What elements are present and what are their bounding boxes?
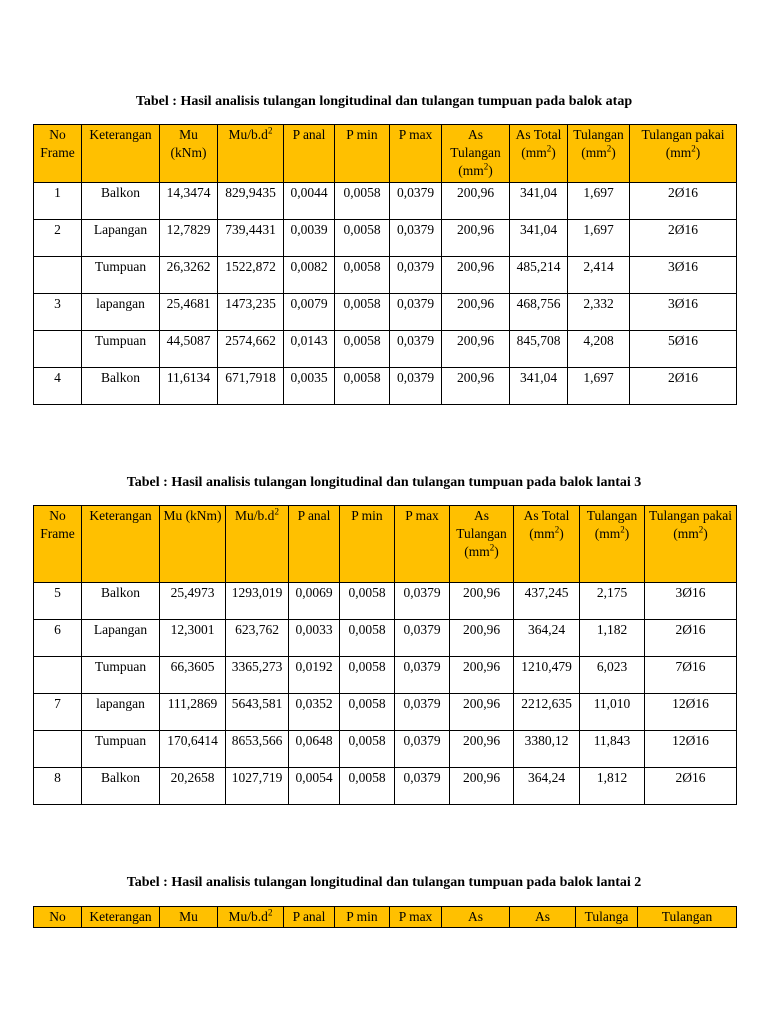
table1-caption: Tabel : Hasil analisis tulangan longitudinal dan tulangan tumpuan pada balok atap <box>135 94 633 109</box>
header-no: No <box>34 907 82 928</box>
cell-keterangan: Tumpuan <box>82 731 160 768</box>
cell-p-max: 0,0379 <box>390 220 442 257</box>
cell-tulangan-pakai: 7Ø16 <box>645 657 737 694</box>
header-p-max: P max <box>390 907 442 928</box>
cell-p-anal: 0,0044 <box>284 183 335 220</box>
cell-p-max: 0,0379 <box>390 183 442 220</box>
cell-mu: 14,3474 <box>160 183 218 220</box>
header-p-min: P min <box>340 506 395 583</box>
cell-as-tulangan: 200,96 <box>442 220 510 257</box>
cell-p-min: 0,0058 <box>340 768 395 805</box>
cell-no <box>34 257 82 294</box>
table3-caption: Tabel : Hasil analisis tulangan longitudinal dan tulangan tumpuan pada balok lantai 2 <box>126 875 642 890</box>
table-row <box>34 294 737 331</box>
header-mu: Mu (kNm) <box>160 506 226 583</box>
cell-p-min: 0,0058 <box>335 368 390 405</box>
cell-mu: 66,3605 <box>160 657 226 694</box>
table-row <box>34 257 737 294</box>
cell-as-total: 341,04 <box>510 368 568 405</box>
cell-p-min: 0,0058 <box>335 257 390 294</box>
cell-p-min: 0,0058 <box>335 220 390 257</box>
cell-as-total: 364,24 <box>514 620 580 657</box>
cell-keterangan: Balkon <box>82 583 160 620</box>
cell-mu-bd: 1522,872 <box>218 257 284 294</box>
cell-mu: 44,5087 <box>160 331 218 368</box>
cell-as-total: 2212,635 <box>514 694 580 731</box>
cell-mu: 25,4973 <box>160 583 226 620</box>
header-as-tulangan: As Tulangan $(mm^2)$ <box>442 125 510 183</box>
cell-as-total: 341,04 <box>510 183 568 220</box>
cell-as-total: 3380,12 <box>514 731 580 768</box>
cell-tulangan: 1,697 <box>568 368 630 405</box>
cell-mu-bd: 1293,019 <box>226 583 289 620</box>
cell-as-tulangan: 200,96 <box>450 731 514 768</box>
cell-as-tulangan: 200,96 <box>442 183 510 220</box>
cell-keterangan: Tumpuan <box>82 657 160 694</box>
cell-mu-bd: 5643,581 <box>226 694 289 731</box>
header-tulangan: Tulangan $(mm^2)$ <box>568 125 630 183</box>
table-row <box>34 368 737 405</box>
cell-no: 4 <box>34 368 82 405</box>
cell-tulangan-pakai: 5Ø16 <box>630 331 737 368</box>
cell-mu-bd: 829,9435 <box>218 183 284 220</box>
cell-tulangan: 1,812 <box>580 768 645 805</box>
header-as-total: As <box>510 907 576 928</box>
table-row <box>34 331 737 368</box>
cell-p-min: 0,0058 <box>340 583 395 620</box>
header-p-anal: P anal <box>289 506 340 583</box>
cell-as-total: 364,24 <box>514 768 580 805</box>
cell-no: 1 <box>34 183 82 220</box>
cell-tulangan: 6,023 <box>580 657 645 694</box>
cell-mu: 12,7829 <box>160 220 218 257</box>
cell-mu-bd: 8653,566 <box>226 731 289 768</box>
cell-as-total: 468,756 <box>510 294 568 331</box>
header-keterangan: Keterangan <box>82 506 160 583</box>
cell-p-anal: 0,0143 <box>284 331 335 368</box>
header-as-total: As Total $(mm^2)$ <box>514 506 580 583</box>
cell-p-min: 0,0058 <box>340 620 395 657</box>
cell-mu-bd: 623,762 <box>226 620 289 657</box>
cell-p-max: 0,0379 <box>390 294 442 331</box>
cell-mu: 12,3001 <box>160 620 226 657</box>
cell-tulangan-pakai: 12Ø16 <box>645 694 737 731</box>
header-tulangan: Tulanga <box>576 907 638 928</box>
cell-p-max: 0,0379 <box>390 257 442 294</box>
cell-as-tulangan: 200,96 <box>442 257 510 294</box>
header-no-frame: No Frame <box>34 506 82 583</box>
header-mu-bd: $Mu/b.d^2$ <box>226 506 289 583</box>
cell-as-tulangan: 200,96 <box>450 768 514 805</box>
cell-keterangan: Lapangan <box>82 620 160 657</box>
cell-tulangan: 1,697 <box>568 183 630 220</box>
cell-no: 7 <box>34 694 82 731</box>
header-p-min: P min <box>335 125 390 183</box>
cell-tulangan: 2,175 <box>580 583 645 620</box>
cell-p-anal: 0,0082 <box>284 257 335 294</box>
cell-p-anal: 0,0648 <box>289 731 340 768</box>
cell-as-total: 485,214 <box>510 257 568 294</box>
header-mu: Mu <box>160 907 218 928</box>
cell-mu: 11,6134 <box>160 368 218 405</box>
table-row <box>34 657 737 694</box>
cell-p-anal: 0,0069 <box>289 583 340 620</box>
cell-no <box>34 657 82 694</box>
table3 <box>33 906 737 928</box>
cell-tulangan: 1,697 <box>568 220 630 257</box>
cell-no: 3 <box>34 294 82 331</box>
cell-p-min: 0,0058 <box>340 694 395 731</box>
cell-p-max: 0,0379 <box>390 331 442 368</box>
cell-as-total: 341,04 <box>510 220 568 257</box>
cell-as-tulangan: 200,96 <box>450 694 514 731</box>
cell-p-min: 0,0058 <box>335 183 390 220</box>
cell-tulangan-pakai: 12Ø16 <box>645 731 737 768</box>
cell-p-max: 0,0379 <box>395 620 450 657</box>
header-p-anal: P anal <box>284 125 335 183</box>
cell-tulangan: 2,414 <box>568 257 630 294</box>
cell-keterangan: Balkon <box>82 368 160 405</box>
header-mu-bd: $Mu/b.d^2$ <box>218 907 284 928</box>
cell-p-max: 0,0379 <box>395 694 450 731</box>
table2-caption: Tabel : Hasil analisis tulangan longitudinal dan tulangan tumpuan pada balok lantai 3 <box>126 475 642 490</box>
header-tulangan: Tulangan $(mm^2)$ <box>580 506 645 583</box>
header-tulangan-pakai: Tulangan pakai $(mm^2)$ <box>630 125 737 183</box>
cell-no <box>34 331 82 368</box>
cell-mu-bd: 1473,235 <box>218 294 284 331</box>
cell-no: 2 <box>34 220 82 257</box>
cell-mu-bd: 3365,273 <box>226 657 289 694</box>
table-row <box>34 694 737 731</box>
cell-p-min: 0,0058 <box>335 294 390 331</box>
cell-p-min: 0,0058 <box>340 731 395 768</box>
cell-as-tulangan: 200,96 <box>442 331 510 368</box>
cell-no <box>34 731 82 768</box>
cell-p-max: 0,0379 <box>395 731 450 768</box>
header-mu: Mu (kNm) <box>160 125 218 183</box>
cell-keterangan: Tumpuan <box>82 331 160 368</box>
cell-mu: 20,2658 <box>160 768 226 805</box>
table-row <box>34 731 737 768</box>
cell-p-anal: 0,0039 <box>284 220 335 257</box>
table1 <box>33 124 737 405</box>
table-row <box>34 183 737 220</box>
cell-keterangan: Tumpuan <box>82 257 160 294</box>
cell-p-anal: 0,0054 <box>289 768 340 805</box>
cell-as-tulangan: 200,96 <box>442 294 510 331</box>
header-p-max: P max <box>395 506 450 583</box>
cell-p-min: 0,0058 <box>340 657 395 694</box>
cell-p-max: 0,0379 <box>390 368 442 405</box>
header-p-anal: P anal <box>284 907 335 928</box>
cell-tulangan-pakai: 2Ø16 <box>630 220 737 257</box>
cell-p-anal: 0,0192 <box>289 657 340 694</box>
header-keterangan: Keterangan <box>82 125 160 183</box>
cell-as-total: 437,245 <box>514 583 580 620</box>
cell-p-anal: 0,0035 <box>284 368 335 405</box>
cell-no: 5 <box>34 583 82 620</box>
cell-p-max: 0,0379 <box>395 583 450 620</box>
header-keterangan: Keterangan <box>82 907 160 928</box>
cell-tulangan: 4,208 <box>568 331 630 368</box>
table3-header-row <box>34 907 737 928</box>
cell-tulangan-pakai: 3Ø16 <box>645 583 737 620</box>
cell-mu-bd: 671,7918 <box>218 368 284 405</box>
header-as-total: As Total $(mm^2)$ <box>510 125 568 183</box>
cell-p-anal: 0,0352 <box>289 694 340 731</box>
cell-p-max: 0,0379 <box>395 768 450 805</box>
header-no-frame: No Frame <box>34 125 82 183</box>
header-tulangan-pakai: Tulangan pakai $(mm^2)$ <box>645 506 737 583</box>
cell-p-anal: 0,0033 <box>289 620 340 657</box>
cell-as-tulangan: 200,96 <box>450 657 514 694</box>
cell-tulangan-pakai: 3Ø16 <box>630 257 737 294</box>
cell-tulangan-pakai: 2Ø16 <box>630 368 737 405</box>
cell-p-anal: 0,0079 <box>284 294 335 331</box>
header-mu-bd: $Mu/b.d^2$ <box>218 125 284 183</box>
cell-mu: 25,4681 <box>160 294 218 331</box>
cell-mu: 111,2869 <box>160 694 226 731</box>
header-as-tulangan: As Tulangan $(mm^2)$ <box>450 506 514 583</box>
cell-tulangan-pakai: 2Ø16 <box>630 183 737 220</box>
cell-keterangan: lapangan <box>82 294 160 331</box>
cell-tulangan-pakai: 2Ø16 <box>645 768 737 805</box>
cell-tulangan: 2,332 <box>568 294 630 331</box>
cell-tulangan-pakai: 3Ø16 <box>630 294 737 331</box>
cell-tulangan: 1,182 <box>580 620 645 657</box>
header-p-max: P max <box>390 125 442 183</box>
cell-mu: 170,6414 <box>160 731 226 768</box>
cell-mu-bd: 1027,719 <box>226 768 289 805</box>
cell-no: 6 <box>34 620 82 657</box>
table-row <box>34 220 737 257</box>
cell-mu-bd: 739,4431 <box>218 220 284 257</box>
cell-keterangan: Lapangan <box>82 220 160 257</box>
header-as-tulangan: As <box>442 907 510 928</box>
cell-as-tulangan: 200,96 <box>442 368 510 405</box>
table-row <box>34 583 737 620</box>
cell-p-min: 0,0058 <box>335 331 390 368</box>
cell-p-max: 0,0379 <box>395 657 450 694</box>
cell-mu-bd: 2574,662 <box>218 331 284 368</box>
header-p-min: P min <box>335 907 390 928</box>
cell-as-total: 1210,479 <box>514 657 580 694</box>
cell-as-total: 845,708 <box>510 331 568 368</box>
cell-tulangan: 11,010 <box>580 694 645 731</box>
header-tulangan-pakai: Tulangan <box>638 907 737 928</box>
cell-keterangan: lapangan <box>82 694 160 731</box>
table-row <box>34 768 737 805</box>
table2 <box>33 505 737 805</box>
cell-mu: 26,3262 <box>160 257 218 294</box>
cell-tulangan-pakai: 2Ø16 <box>645 620 737 657</box>
table-row <box>34 620 737 657</box>
cell-no: 8 <box>34 768 82 805</box>
cell-as-tulangan: 200,96 <box>450 583 514 620</box>
cell-as-tulangan: 200,96 <box>450 620 514 657</box>
table2-header-row <box>34 506 737 583</box>
cell-tulangan: 11,843 <box>580 731 645 768</box>
cell-keterangan: Balkon <box>82 183 160 220</box>
table1-header-row <box>34 125 737 183</box>
cell-keterangan: Balkon <box>82 768 160 805</box>
